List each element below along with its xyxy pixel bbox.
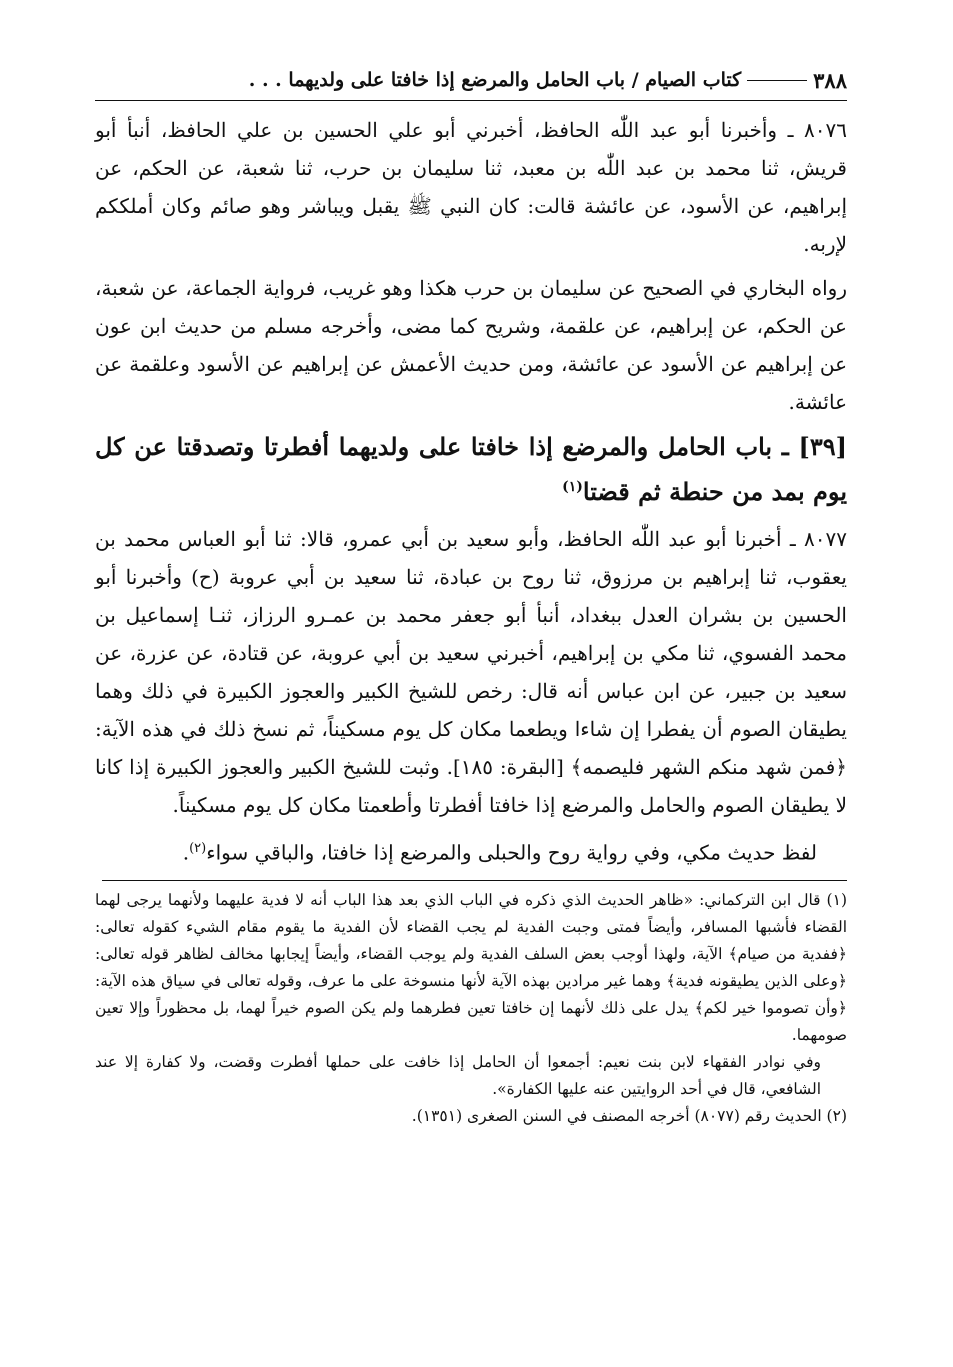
chapter-heading-text: [٣٩] ـ باب الحامل والمرضع إذا خافتا على ولديهما أفطرتا وتصدقتا عن كل يوم بمد من حنطة ثم قضتا (95, 432, 847, 506)
footnote-1: (١) قال ابن التركماني: «ظاهر الحديث الذي ذكره في الباب الذي بعد هذا الباب أنه لا فدية عليهما ولأنهما يرجى لهما القضاء فأشبها المسافر، وأيضاً فمتى وجبت الفدية لم يجب القضاء لأن الفدية ما يقوم مقام الشيء كقوله تعالى: ﴿ففدية من صيام﴾ الآية، ولهذا أوجب بعض السلف الفدية ولم يوجب القضاء، وأيضاً إيجابها مخالف لظاهر قوله تعالى: ﴿وعلى الذين يطيقونه فدية﴾ وهما غير مرادين بهذه الآية لأنها منسوخة على ما عرف، وقوله تعالى في سياق هذه الآية: ﴿وأن تصوموا خير لكم﴾ يدل على ذلك لأنهما إن خافتا تعين فطرهما ولم يكن الصوم خيراً لهما، بل محظوراً وإلا تعين صومهما. (95, 890, 847, 1044)
hadith-8077: ٨٠٧٧ ـ أخبرنا أبو عبد اللّٰه الحافظ، وأبو سعيد بن أبي عمرو، قالا: ثنا أبو العباس محمد بن يعقوب، ثنا إبراهيم بن مرزوق، ثنا روح بن عبادة، ثنا سعيد بن أبي عروبة (ح) وأخبرنا أبو الحسين بن بشران العدل ببغداد، أنبأ أبو جعفر محمد بن عمـرو الرزاز، ثنـا إسماعيل بن محمد الفسوي، ثنا مكي بن إبراهيم، أخبرني سعيد بن أبي عروبة، عن قتادة، عن عزرة، عن سعيد بن جبير، عن ابن عباس أنه قال: رخص للشيخ الكبير والعجوز الكبيرة في ذلك وهما يطيقان الصوم أن يفطرا إن شاءا ويطعما مكان كل يوم مسكيناً، ثم نسخ ذلك في هذه الآية: ﴿فمن شهد منكم الشهر فليصمه﴾ [البقرة: ١٨٥]. وثبت للشيخ الكبير والعجوز الكبيرة إذا كانا لا يطيقان الصوم والحامل والمرضع إذا خافتا أفطرتا وأطعمتا مكان كل يوم مسكيناً. (95, 527, 847, 817)
hadith-8076-commentary: رواه البخاري في الصحيح عن سليمان بن حرب هكذا وهو غريب، فرواية الجماعة، عن شعبة، عن الحكم، عن إبراهيم، عن علقمة، وشريح كما مضى، وأخرجه مسلم من حديث ابن عون عن إبراهيم عن الأسود عن عائشة، ومن حديث الأعمش عن إبراهيم عن الأسود وعلقمة عن عائشة. (95, 276, 847, 414)
hadith-8076: ٨٠٧٦ ـ وأخبرنا أبو عبد اللّٰه الحافظ، أخبرني أبو علي الحسين بن علي الحافظ، أنبأ أبو قريش، ثنا محمد بن عبد اللّٰه بن معبد، ثنا سليمان بن حرب، ثنا شعبة، عن الحكم، عن إبراهيم، عن الأسود، عن عائشة قالت: كان النبي ﷺ يقبل ويباشر وهو صائم وكان أملككم لإربه. (95, 118, 847, 256)
closing-line-period: . (182, 840, 190, 865)
footnote-2: (٢) الحديث رقم (٨٠٧٧) أخرجه المصنف في السنن الصغرى (١٣٥١). (411, 1106, 847, 1125)
footnote-1-continued: وفي نوادر الفقهاء لابن بنت نعيم: أجمعوا أن الحامل إذا خافت على حملها أفطرت وقضت، ولا كفارة إلا عند الشافعي، قال في أحد الروايتين عنه عليها الكفارة». (95, 1052, 821, 1098)
running-title: كتاب الصيام / باب الحامل والمرضع إذا خافتا على ولديهما . . . (248, 69, 742, 91)
chapter-heading (95, 427, 847, 512)
book-page (95, 60, 847, 1130)
page-number: ٣٨٨ (813, 67, 847, 93)
chapter-heading-note-ref: (١) (562, 479, 583, 495)
closing-line-note-ref: (٢) (189, 841, 207, 856)
closing-line (95, 830, 817, 872)
header-divider (95, 100, 847, 101)
footnote-divider (102, 880, 847, 881)
running-header (95, 60, 847, 100)
closing-line-text: لفظ حديث مكي، وفي رواية روح والحبلى والمرضع إذا خافتا، والباقي سواء (206, 840, 817, 865)
header-dash-rule (747, 80, 807, 81)
